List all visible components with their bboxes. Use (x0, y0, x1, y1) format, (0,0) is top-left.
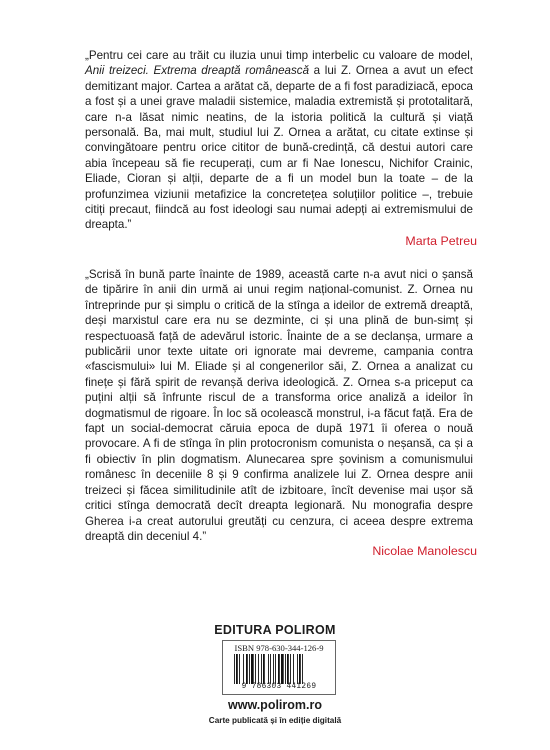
barcode-digits: 9 786303 441269 (241, 683, 317, 691)
quote-nicolae-manolescu (85, 267, 477, 560)
isbn-label: ISBN 978-630-344-126-9 (234, 643, 324, 653)
quote-text: „Scrisă în bună parte înainte de 1989, această carte n-a avut nici o șansă de tipărire în anii din urmă ai unui regim național-comunist. Z. Ornea nu întreprinde pur și simplu o critică de la stînga a ideilor de extremă dreaptă, deși marxistul care era nu se dezminte, ci și una plină de bun-simț și respectuoasă față de adevărul istoric. Înainte de a se declanșa, urmare a publicării unor texte uitate ori ignorate mai devreme, campania contra «fascismului» lui M. Eliade și al congenerilor săi, Z. Ornea a analizat cu finețe și fără spirit de revanșă deriva ideologică. Z. Ornea s-a priceput ca puțini alții să înfrunte riscul de a transforma orice analiză a ideilor în dogmatismul de rigoare. În loc să ocolească monstrul, i-a făcut față. Era de fapt un social-democrat căruia epoca de după 1971 îi oferea o nouă provocare. A fi de stînga în plin protocronism comunista o neșansă, ca și a fi obiectiv în plin dogmatism. Alunecarea spre șovinism a comunismului românesc în deceniile 8 și 9 confirma analizele lui Z. Ornea despre anii treizeci și făcea similitudinile atît de izbitoare, încît devenise mai ușor să critici stînga democrată decît dreapta legionară. Nu monografia despre Gherea i-a creat autorului greutăți cu cenzura, ci aceea despre extrema dreaptă din deceniul 4.” (85, 268, 473, 543)
book-title-italic: Anii treizeci. Extrema dreaptă românească (85, 64, 310, 78)
quote-text: „Pentru cei care au trăit cu iluzia unui timp interbelic cu valoare de model, (85, 49, 473, 62)
publisher-website: www.polirom.ro (228, 698, 322, 712)
barcode-bars (233, 654, 325, 684)
digital-edition-note: Carte publicată și în ediție digitală (208, 716, 342, 725)
publisher-name: EDITURA POLIROM (214, 623, 336, 637)
quote-author: Nicolae Manolescu (372, 544, 477, 559)
quote-author: Marta Petreu (405, 233, 477, 248)
quote-marta-petreu (85, 48, 477, 249)
quote-text-continued: a lui Z. Ornea a avut un efect demitizant major. Cartea a arătat că, departe de a fi fost paradiziacă, epoca a fost și a unei grave maladii sistemice, maladia extremistă și prototalitară, care n-a lăsat nimic neatins, de la istoria politică la cultură și viață personală. Ba, mai mult, studiul lui Z. Ornea a arătat, cu citate extinse și convingătoare pentru orice cititor de bună-credință, că destui autori care abia începeau să fie recuperați, cum ar fi Nae Ionescu, Nichifor Crainic, Eliade, Cioran și alții, departe de a fi un model bun la toate – de la profunzimea viziunii metafizice la concretețea soluțiilor politice –, trebuie citiți precaut, fiindcă au fost ideologi sau numai adepți ai extremismului de dreapta.” (85, 64, 474, 232)
isbn-barcode (222, 640, 336, 695)
